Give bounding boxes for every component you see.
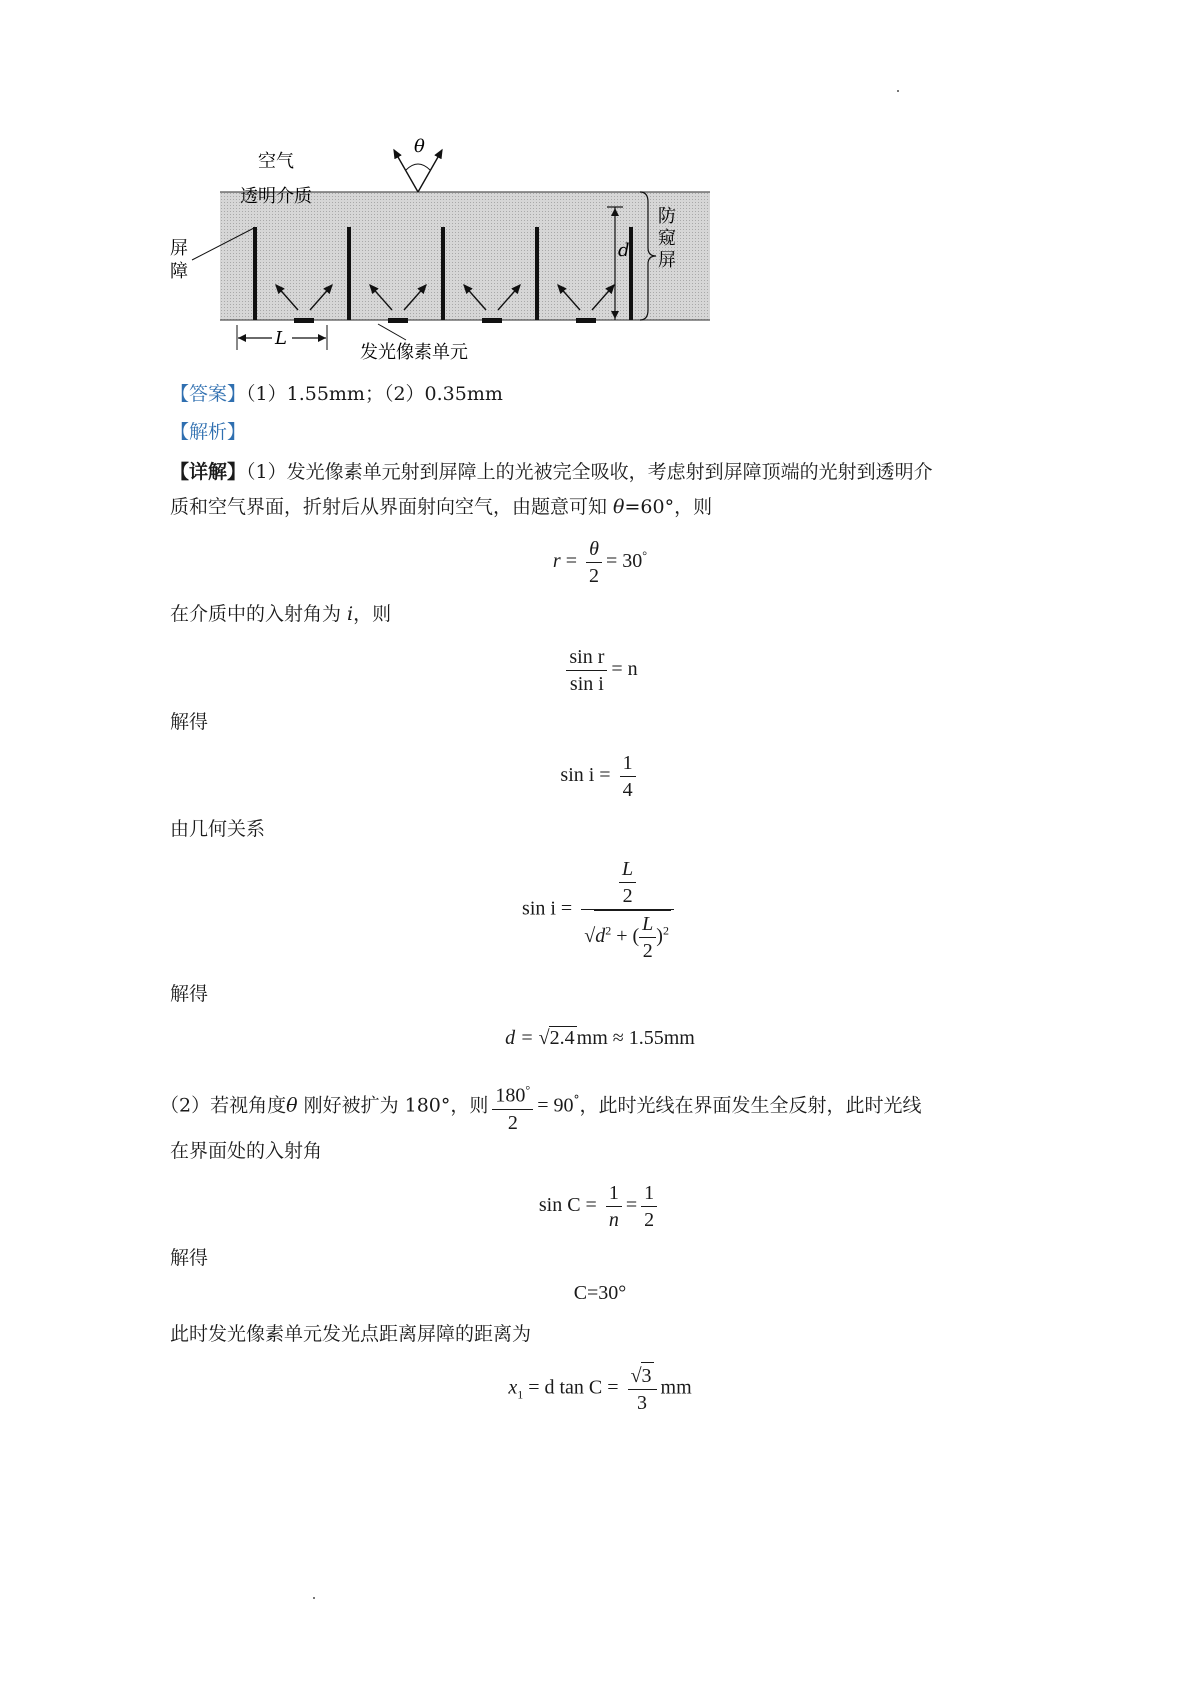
p2-post: ，则: [353, 603, 392, 625]
detail-text-1b-pre: 质和空气界面，折射后从界面射向空气，由题意可知: [170, 496, 614, 518]
eq8-num: √3: [628, 1362, 657, 1390]
equation-sin-i: [0, 750, 1200, 803]
solve-label-2: 解得: [170, 983, 209, 1005]
eq5-lhs: d =: [505, 1027, 539, 1049]
eq6-fraction-1: [606, 1180, 622, 1233]
L-arrow-right: [318, 334, 326, 342]
eq3-lhs: sin i =: [560, 764, 611, 787]
p3-pre: （2）若视角度: [160, 1094, 287, 1117]
detail-paragraph-1b: [170, 493, 712, 521]
equation-d-result: d = √2.4 mm ≈ 1.55mm: [505, 1027, 695, 1049]
eq8-x: x: [508, 1376, 518, 1399]
eq4-fraction: [581, 856, 674, 964]
eq6-mid: =: [625, 1194, 638, 1217]
view-angle-arc: [406, 164, 430, 170]
geometry-label: 由几何关系: [170, 818, 266, 840]
eq8-fraction: [628, 1362, 657, 1416]
analysis-tag: 【解析】: [170, 421, 247, 443]
p3-post: ，此时光线在界面发生全反射，此时光线: [579, 1094, 922, 1117]
detail-paragraph-3: [160, 1072, 922, 1136]
eq4-close: ): [656, 925, 663, 948]
pixel-leader-line: [378, 324, 406, 340]
eq1-num: θ: [586, 536, 602, 563]
air-label: 空气: [258, 151, 294, 172]
answer-text: （1）1.55mm；（2）0.35mm: [246, 383, 503, 405]
screen-label-1: 防: [658, 206, 676, 227]
eq5-root: 2.4: [549, 1027, 575, 1049]
p3-eq-deg: °: [573, 1093, 580, 1107]
eq1-deg: °: [642, 548, 648, 563]
p3-num-deg: °: [525, 1083, 531, 1097]
theta-inline: θ: [613, 496, 625, 518]
p3-num-wrap: [492, 1077, 533, 1110]
p2-pre: 在介质中的入射角为: [170, 603, 348, 625]
eq4-d: d: [595, 925, 606, 948]
eq6-num1: 1: [606, 1180, 622, 1207]
eq2-num: sin r: [566, 644, 607, 671]
eq4-sup-a: 2: [605, 923, 612, 938]
p3-num: 180: [495, 1084, 526, 1107]
d-label: d: [618, 240, 630, 261]
eq3-den: 4: [622, 779, 633, 801]
eq8-den: 3: [637, 1392, 648, 1414]
p3-theta: θ: [286, 1094, 298, 1117]
eq6-den2: 2: [644, 1209, 655, 1231]
eq1-den: 2: [588, 565, 599, 587]
p2-var: i: [347, 603, 354, 625]
eq4-num-2: 2: [622, 885, 633, 907]
equation-r: r = $\frac{\theta}{2}$ = 30°: [552, 538, 648, 587]
page-mark-top: [897, 90, 899, 92]
eq2-fraction: [566, 644, 607, 697]
eq8-unit: mm: [660, 1376, 692, 1399]
screen-label-3: 屏: [658, 250, 676, 271]
pixel-unit-label: 发光像素单元: [360, 342, 468, 363]
barrier-4: [535, 227, 539, 320]
p3-mid: 刚好被扩为 180°，则: [297, 1094, 489, 1117]
barrier-1: [253, 227, 257, 320]
eq5-rhs: mm ≈ 1.55mm: [576, 1027, 695, 1049]
p3-fraction: [492, 1077, 533, 1136]
detail-paragraph-1: [170, 458, 933, 486]
L-arrow-left: [238, 334, 246, 342]
privacy-screen-diagram: [170, 130, 730, 370]
eq4-den-L: L: [639, 911, 656, 938]
answer-tag: 【答案】: [170, 383, 247, 405]
eq4-lhs: sin i =: [522, 897, 573, 920]
barrier-5: [629, 227, 633, 320]
eq1-fraction: [586, 536, 602, 589]
eq6-lhs: sin C =: [538, 1194, 597, 1217]
eq3-num: 1: [620, 750, 636, 777]
eq1-rhs: = 30: [605, 550, 643, 573]
detail-paragraph-2: [170, 600, 391, 628]
L-label: L: [275, 328, 287, 349]
eq4-num-L: L: [619, 856, 636, 883]
detail-text-1b-post: =60°，则: [624, 496, 713, 518]
eq2-rhs: = n: [611, 658, 638, 681]
equation-x1: [0, 1362, 1200, 1416]
solve-label-3: 解得: [170, 1247, 209, 1269]
eq8-root: 3: [641, 1362, 654, 1389]
eq4-sup-b: 2: [662, 923, 669, 938]
detail-paragraph-4: 在界面处的入射角: [170, 1140, 323, 1162]
eq8-lhs-rest: = d tan C =: [523, 1376, 619, 1399]
medium-label: 透明介质: [240, 186, 312, 207]
pixel-unit-3: [482, 318, 502, 323]
barrier-label-1: 屏: [170, 238, 188, 259]
barrier-label-2: 障: [170, 261, 188, 282]
solve-label-1: 解得: [170, 711, 209, 733]
eq2-den: sin i: [569, 673, 604, 695]
p3-den: 2: [507, 1111, 518, 1134]
barrier-3: [441, 227, 445, 320]
transparent-medium-region: [220, 192, 710, 320]
eq8-sub: 1: [517, 1387, 524, 1402]
screen-label-2: 窥: [658, 228, 676, 249]
detail-tag: 【详解】: [170, 461, 247, 483]
p3-eq: = 90: [537, 1094, 574, 1117]
eq4-numerator: [581, 856, 674, 910]
detail-text-1: （1）发光像素单元射到屏障上的光被完全吸收，考虑射到屏障顶端的光射到透明介: [246, 461, 933, 483]
theta-label: θ: [414, 136, 425, 157]
equation-snell: [0, 644, 1200, 697]
eq6-num2: 1: [641, 1180, 657, 1207]
eq6-fraction-2: [641, 1180, 657, 1233]
eq4-den-2: 2: [642, 940, 653, 962]
answer-line: [170, 380, 503, 408]
pixel-unit-4: [576, 318, 596, 323]
equation-C: C=30°: [573, 1282, 627, 1304]
equation-critical: [0, 1180, 1200, 1233]
equation-geometry: [0, 856, 1200, 964]
detail-paragraph-5: 此时发光像素单元发光点距离屏障的距离为: [170, 1323, 532, 1345]
barrier-2: [347, 227, 351, 320]
eq1-lhs: r: [552, 550, 561, 573]
pixel-unit-2: [388, 318, 408, 323]
page-mark-bottom: [313, 1597, 315, 1599]
eq6-den1: n: [608, 1209, 619, 1231]
pixel-unit-1: [294, 318, 314, 323]
eq4-denominator: $√d^2$ + ( $\frac{L}{2}$ )$^2$: [581, 910, 674, 964]
eq4-plus: + (: [611, 925, 640, 948]
eq3-fraction: [620, 750, 636, 803]
